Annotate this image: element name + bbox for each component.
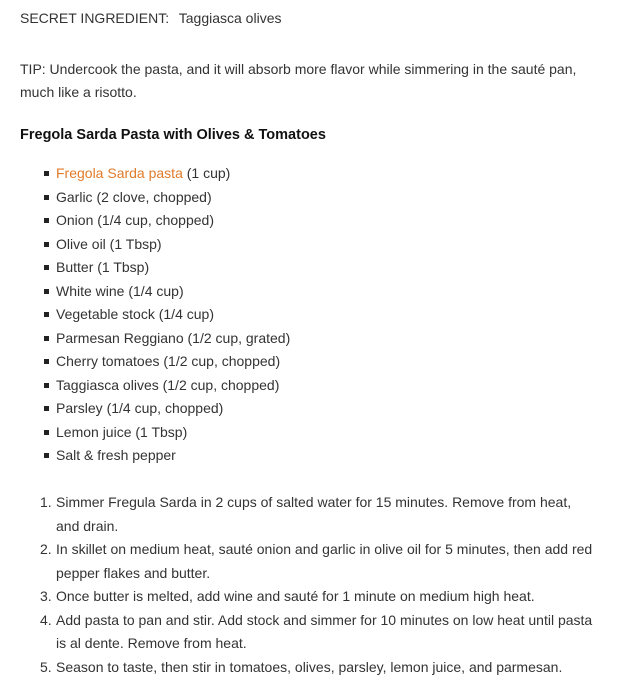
step-text: Simmer Fregula Sarda in 2 cups of salted water for 15 minutes. Remove from heat, and drain. xyxy=(56,494,572,534)
square-bullet-icon xyxy=(44,265,49,270)
ingredient-list xyxy=(42,162,290,468)
ingredient-text: Parsley (1/4 cup, chopped) xyxy=(56,400,224,416)
ingredient-item xyxy=(42,350,290,374)
ingredient-item xyxy=(42,162,290,186)
square-bullet-icon xyxy=(44,336,49,341)
ingredient-item xyxy=(42,327,290,351)
square-bullet-icon xyxy=(44,359,49,364)
step-text: In skillet on medium heat, sauté onion and garlic in olive oil for 5 minutes, then add red pepper flakes and butter. xyxy=(56,541,593,581)
square-bullet-icon xyxy=(44,453,49,458)
ingredient-text: Olive oil (1 Tbsp) xyxy=(56,235,162,252)
ingredient-text: Taggiasca olives (1/2 cup, chopped) xyxy=(56,376,280,393)
square-bullet-icon xyxy=(44,171,49,176)
ingredient-item xyxy=(42,233,290,257)
ingredient-item xyxy=(42,256,290,280)
ingredient-item xyxy=(42,397,290,421)
ingredient-text: Salt & fresh pepper xyxy=(56,447,176,463)
square-bullet-icon xyxy=(44,195,49,200)
ingredient-text: White wine (1/4 cup) xyxy=(56,282,184,299)
step-number: 1. xyxy=(40,494,52,510)
square-bullet-icon xyxy=(44,406,49,411)
square-bullet-icon xyxy=(44,242,49,247)
step-item xyxy=(36,585,596,609)
square-bullet-icon xyxy=(44,430,49,435)
step-number: 5. xyxy=(40,658,52,675)
step-number: 3. xyxy=(40,588,52,604)
tip-text: Undercook the pasta, and it will absorb more flavor while simmering in the sauté pan, much like a risotto. xyxy=(20,61,577,100)
ingredient-text: Lemon juice (1 Tbsp) xyxy=(56,423,188,440)
ingredient-item xyxy=(42,444,290,468)
ingredient-item xyxy=(42,374,290,398)
step-text: Add pasta to pan and stir. Add stock and simmer for 10 minutes on low heat until pasta is al dente. Remove from heat. xyxy=(56,611,593,651)
recipe-title: Fregola Sarda Pasta with Olives & Tomatoes xyxy=(20,127,326,143)
ingredient-link-fregola[interactable]: Fregola Sarda pasta xyxy=(56,165,183,181)
ingredient-text: Butter (1 Tbsp) xyxy=(56,259,150,275)
ingredient-item xyxy=(42,209,290,233)
ingredient-item xyxy=(42,421,290,445)
ingredient-text: Cherry tomatoes (1/2 cup, chopped) xyxy=(56,353,281,369)
step-item xyxy=(36,491,596,538)
step-text: Once butter is melted, add wine and sauté for 1 minute on medium high heat. xyxy=(56,588,535,604)
secret-ingredient xyxy=(20,10,281,26)
ingredient-amount: (1 cup) xyxy=(182,165,231,181)
tip xyxy=(20,58,600,104)
secret-ingredient-label: SECRET INGREDIENT: xyxy=(20,10,170,26)
step-item xyxy=(36,656,596,680)
tip-label: TIP: xyxy=(20,61,46,77)
step-number: 4. xyxy=(40,611,52,628)
step-list xyxy=(36,491,596,679)
square-bullet-icon xyxy=(44,289,49,294)
ingredient-text: Vegetable stock (1/4 cup) xyxy=(56,306,214,322)
ingredient-text: Parmesan Reggiano (1/2 cup, grated) xyxy=(56,329,291,346)
step-item xyxy=(36,538,596,585)
ingredient-item xyxy=(42,186,290,210)
secret-ingredient-value: Taggiasca olives xyxy=(178,10,282,26)
ingredient-text: Garlic (2 clove, chopped) xyxy=(56,188,212,205)
step-item xyxy=(36,609,596,656)
ingredient-text: Onion (1/4 cup, chopped) xyxy=(56,212,214,228)
ingredient-item xyxy=(42,303,290,327)
square-bullet-icon xyxy=(44,312,49,317)
step-text: Season to taste, then stir in tomatoes, olives, parsley, lemon juice, and parmesan. xyxy=(56,658,563,675)
ingredient-item xyxy=(42,280,290,304)
step-number: 2. xyxy=(40,541,52,557)
square-bullet-icon xyxy=(44,218,49,223)
square-bullet-icon xyxy=(44,383,49,388)
